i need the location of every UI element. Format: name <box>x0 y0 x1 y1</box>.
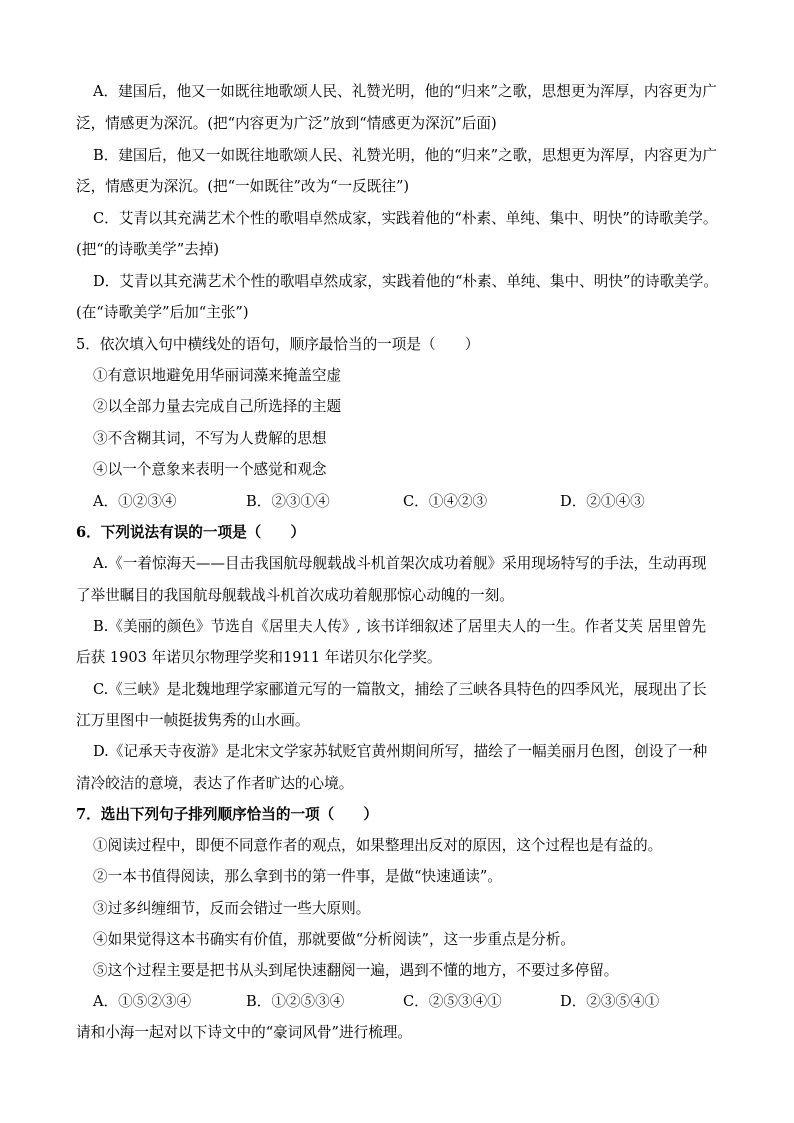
q4-option-b-line2: 泛，情感更为深沉。(把“一如既往”改为“一反既往”) <box>76 178 410 195</box>
q6-stem: 6．下列说法有误的一项是（ ） <box>76 524 306 541</box>
q7-sentence-2: ②一本书值得阅读，那么拿到书的第一件事，是做“快速通读”。 <box>93 868 502 885</box>
q4-option-d-line1: D．艾青以其充满艺术个性的歌唱卓然成家，实践着他的“朴素、单纯、集中、明快”的诗歌美学。 <box>93 273 718 290</box>
q5-sentence-1: ①有意识地避免用华丽词藻来掩盖空虚 <box>93 367 342 384</box>
q4-option-d-line2: (在“诗歌美学”后加“主张”) <box>76 304 249 321</box>
q5-option-c: C．①④②③ <box>403 493 488 510</box>
q4-option-a-line1: A．建国后，他又一如既往地歌颂人民、礼赞光明，他的“归来”之歌，思想更为浑厚，内容更为广 <box>93 83 717 100</box>
q7-sentence-1: ①阅读过程中，即便不同意作者的观点，如果整理出反对的原因，这个过程也是有益的。 <box>93 837 663 854</box>
q5-sentence-4: ④以一个意象来表明一个感觉和观念 <box>93 461 327 478</box>
q6-option-b-line2: 后获 1903 年诺贝尔物理学奖和1911 年诺贝尔化学奖。 <box>76 649 442 666</box>
q7-option-a: A．①⑤②③④ <box>93 993 192 1010</box>
q5-option-d: D．②①④③ <box>560 493 645 510</box>
q7-option-c: C．②⑤③④① <box>403 993 502 1010</box>
q6-option-d-line2: 清冷皎洁的意境，表达了作者旷达的心境。 <box>76 775 354 792</box>
q5-option-b: B．②③①④ <box>246 493 330 510</box>
q5-stem: 5．依次填入句中横线处的语句，顺序最恰当的一项是（ ） <box>76 336 480 353</box>
q7-sentence-5: ⑤这个过程主要是把书从头到尾快速翻阅一遍，遇到不懂的地方，不要过多停留。 <box>93 962 619 979</box>
q7-stem: 7．选出下列句子排列顺序恰当的一项（ ） <box>76 806 379 823</box>
q6-option-c-line2: 江万里图中一帧挺拔隽秀的山水画。 <box>76 712 310 729</box>
q7-sentence-4: ④如果觉得这本书确实有价值，那就要做“分析阅读”，这一步重点是分析。 <box>93 931 575 948</box>
q6-option-a-line2: 了举世瞩目的我国航母舰载战斗机首次成功着舰那惊心动魄的一刻。 <box>76 587 514 604</box>
q6-option-a-line1: A.《一着惊海天——目击我国航母舰载战斗机首架次成功着舰》采用现场特写的手法，生动再现 <box>93 555 707 572</box>
q5-sentence-2: ②以全部力量去完成自己所选择的主题 <box>93 398 342 415</box>
q7-sentence-3: ③过多纠缠细节，反而会错过一些大原则。 <box>93 900 371 917</box>
q4-option-c-line1: C．艾青以其充满艺术个性的歌唱卓然成家，实践着他的“朴素、单纯、集中、明快”的诗歌美学。 <box>93 210 718 227</box>
q7-option-d: D．②③⑤④① <box>560 993 660 1010</box>
q6-option-c-line1: C.《三峡》是北魏地理学家郦道元写的一篇散文，捕绘了三峡各具特色的四季风光，展现出了长 <box>93 681 707 698</box>
q4-option-a-line2: 泛，情感更为深沉。(把“内容更为广泛”放到“情感更为深沉”后面) <box>76 115 497 132</box>
q6-option-d-line1: D.《记承天寺夜游》是北宋文学家苏轼贬官黄州期间所写，描绘了一幅美丽月色图，创设了一种 <box>93 743 708 760</box>
q5-sentence-3: ③不含糊其词，不写为人费解的思想 <box>93 430 327 447</box>
q7-option-b: B．①②⑤③④ <box>246 993 345 1010</box>
q5-option-a: A．①②③④ <box>93 493 177 510</box>
closing-instruction: 请和小海一起对以下诗文中的“豪词风骨”进行梳理。 <box>76 1024 412 1041</box>
q4-option-b-line1: B．建国后，他又一如既往地歌颂人民、礼赞光明，他的“归来”之歌，思想更为浑厚，内容更为广 <box>93 147 717 164</box>
q6-option-b-line1: B.《美丽的颜色》节选自《居里夫人传》, 该书详细叙述了居里夫人的一生。作者艾芙 居里曾先 <box>93 618 707 635</box>
q4-option-c-line2: (把“的诗歌美学”去掉) <box>76 241 220 258</box>
